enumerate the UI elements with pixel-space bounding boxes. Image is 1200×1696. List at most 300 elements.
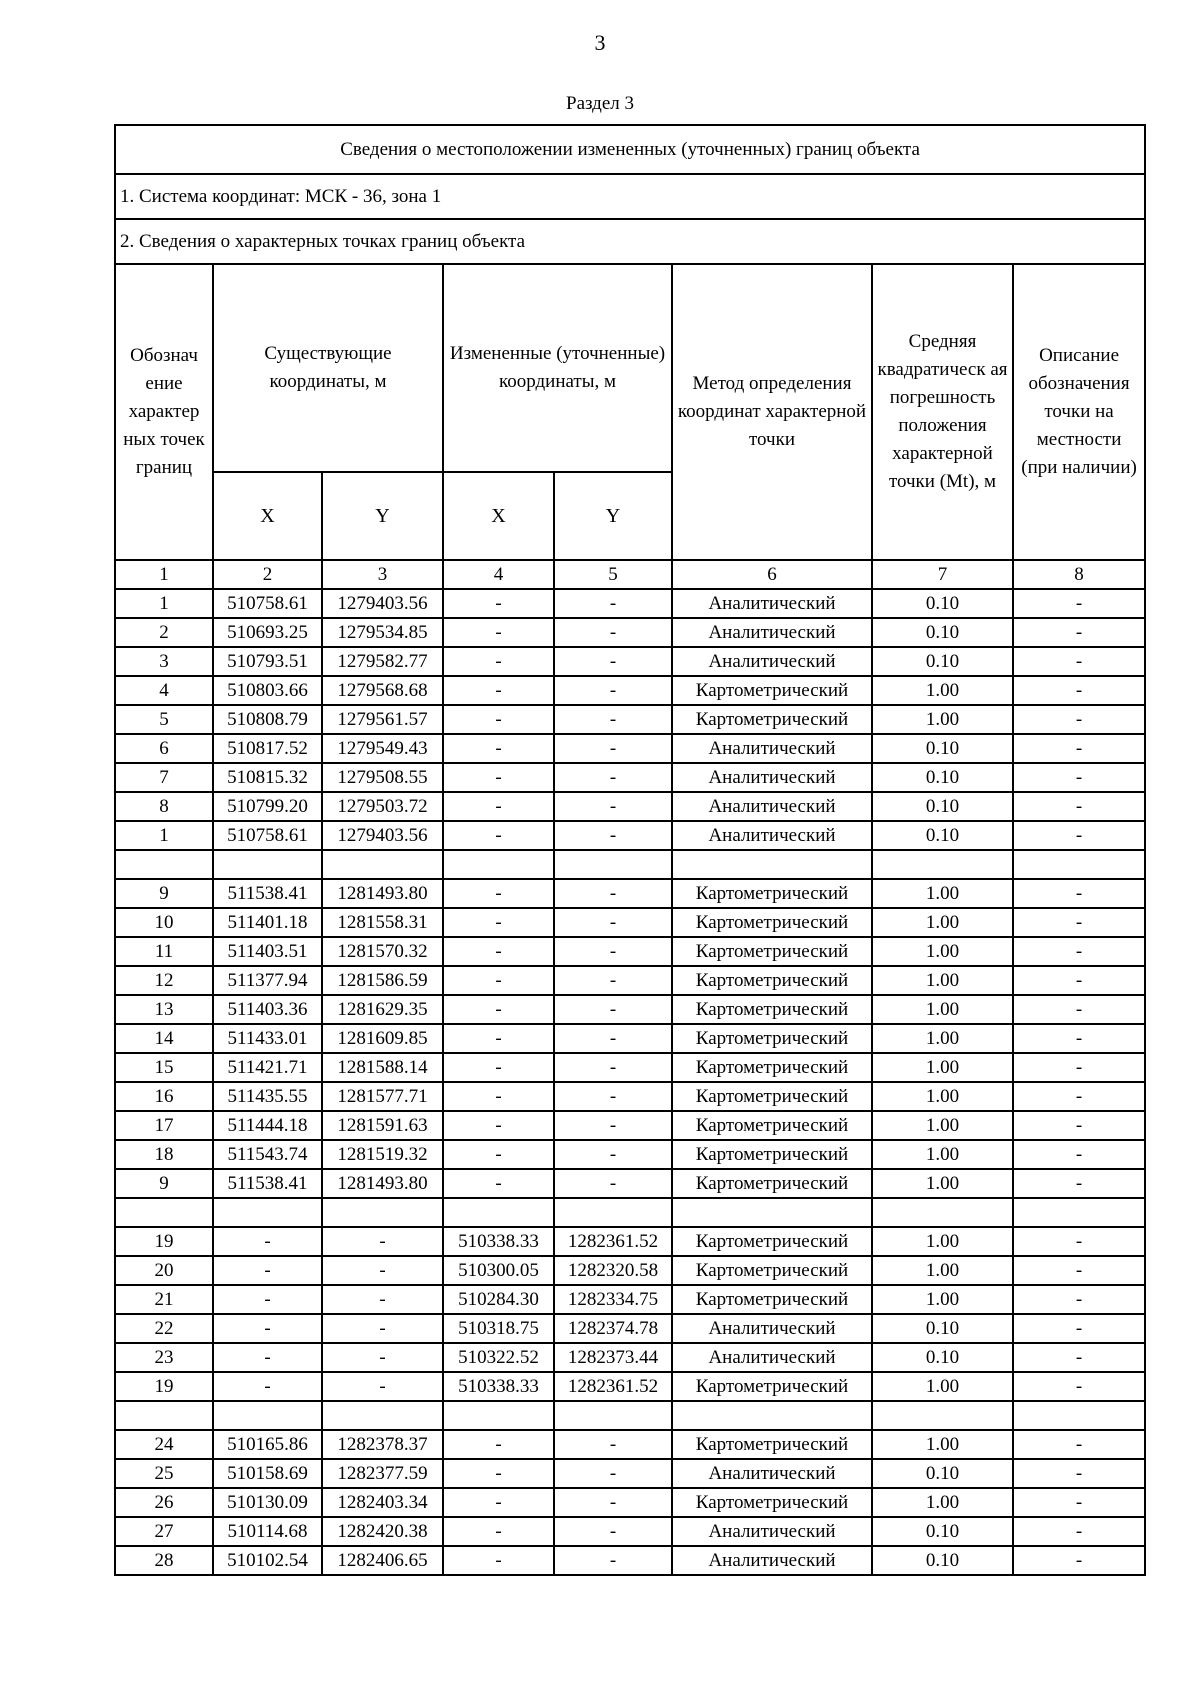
changed-x-cell <box>443 1401 554 1430</box>
changed-x-cell: - <box>443 792 554 821</box>
table-row <box>115 1140 1145 1169</box>
header-existing-y: Y <box>322 472 443 560</box>
changed-y-cell <box>554 1198 672 1227</box>
method-cell <box>672 1401 872 1430</box>
point-description-cell: - <box>1013 1546 1145 1575</box>
mean-square-error-cell: 0.10 <box>872 763 1013 792</box>
method-cell: Аналитический <box>672 1546 872 1575</box>
table-row <box>115 1024 1145 1053</box>
point-description-cell: - <box>1013 1169 1145 1198</box>
changed-y-cell <box>554 1401 672 1430</box>
changed-x-cell: 510318.75 <box>443 1314 554 1343</box>
changed-y-cell: - <box>554 763 672 792</box>
existing-y-cell: 1279403.56 <box>322 821 443 850</box>
point-description-cell: - <box>1013 1053 1145 1082</box>
point-description-cell: - <box>1013 966 1145 995</box>
method-cell: Аналитический <box>672 1343 872 1372</box>
method-cell: Картометрический <box>672 676 872 705</box>
existing-x-cell: 511401.18 <box>213 908 322 937</box>
mean-square-error-cell <box>872 850 1013 879</box>
existing-y-cell <box>322 1401 443 1430</box>
changed-y-cell: 1282361.52 <box>554 1372 672 1401</box>
point-description-cell <box>1013 1401 1145 1430</box>
changed-y-cell: - <box>554 792 672 821</box>
point-number-cell: 9 <box>115 1169 213 1198</box>
existing-y-cell: - <box>322 1314 443 1343</box>
method-cell: Картометрический <box>672 1169 872 1198</box>
table-row <box>115 1517 1145 1546</box>
table-row <box>115 1459 1145 1488</box>
existing-y-cell: 1281519.32 <box>322 1140 443 1169</box>
mean-square-error-cell: 1.00 <box>872 705 1013 734</box>
mean-square-error-cell: 0.10 <box>872 647 1013 676</box>
point-description-cell: - <box>1013 1372 1145 1401</box>
point-description-cell: - <box>1013 908 1145 937</box>
mean-square-error-cell: 0.10 <box>872 618 1013 647</box>
changed-x-cell: - <box>443 589 554 618</box>
existing-x-cell: 510114.68 <box>213 1517 322 1546</box>
points-heading: 2. Сведения о характерных точках границ объекта <box>115 219 1145 264</box>
existing-x-cell: 511403.51 <box>213 937 322 966</box>
point-number-cell: 12 <box>115 966 213 995</box>
point-description-cell: - <box>1013 879 1145 908</box>
existing-y-cell: 1279549.43 <box>322 734 443 763</box>
changed-x-cell: - <box>443 821 554 850</box>
column-number: 5 <box>554 560 672 589</box>
point-description-cell: - <box>1013 1082 1145 1111</box>
mean-square-error-cell: 0.10 <box>872 792 1013 821</box>
boundary-points-table <box>114 124 1146 1576</box>
separator-row <box>115 1198 1145 1227</box>
section-title: Раздел 3 <box>566 93 634 114</box>
changed-y-cell: - <box>554 1053 672 1082</box>
existing-x-cell: 510758.61 <box>213 821 322 850</box>
table-row <box>115 908 1145 937</box>
existing-x-cell: 510815.32 <box>213 763 322 792</box>
changed-x-cell: - <box>443 1169 554 1198</box>
header-changed-coordinates: Измененные (уточненные) координаты, м <box>443 264 672 472</box>
point-description-cell: - <box>1013 734 1145 763</box>
existing-y-cell: 1279403.56 <box>322 589 443 618</box>
method-cell: Картометрический <box>672 1024 872 1053</box>
existing-x-cell: 510130.09 <box>213 1488 322 1517</box>
column-number: 1 <box>115 560 213 589</box>
mean-square-error-cell: 1.00 <box>872 937 1013 966</box>
point-number-cell: 18 <box>115 1140 213 1169</box>
column-number-row <box>115 560 1145 589</box>
changed-x-cell: - <box>443 676 554 705</box>
table-row <box>115 1082 1145 1111</box>
point-number-cell <box>115 1401 213 1430</box>
method-cell: Аналитический <box>672 821 872 850</box>
point-description-cell: - <box>1013 676 1145 705</box>
changed-y-cell: - <box>554 966 672 995</box>
existing-x-cell: 510793.51 <box>213 647 322 676</box>
point-description-cell: - <box>1013 1111 1145 1140</box>
mean-square-error-cell <box>872 1198 1013 1227</box>
existing-y-cell: - <box>322 1372 443 1401</box>
mean-square-error-cell: 0.10 <box>872 1343 1013 1372</box>
point-description-cell: - <box>1013 647 1145 676</box>
method-cell <box>672 850 872 879</box>
table-row <box>115 618 1145 647</box>
existing-x-cell: 510803.66 <box>213 676 322 705</box>
changed-x-cell: - <box>443 1459 554 1488</box>
point-description-cell: - <box>1013 821 1145 850</box>
changed-x-cell: - <box>443 1430 554 1459</box>
header-method: Метод определения координат характерной точки <box>672 264 872 560</box>
mean-square-error-cell: 0.10 <box>872 1517 1013 1546</box>
method-cell: Аналитический <box>672 1517 872 1546</box>
coordinate-system: 1. Система координат: МСК - 36, зона 1 <box>115 174 1145 219</box>
mean-square-error-cell: 0.10 <box>872 734 1013 763</box>
changed-x-cell: - <box>443 908 554 937</box>
mean-square-error-cell: 0.10 <box>872 1546 1013 1575</box>
mean-square-error-cell <box>872 1401 1013 1430</box>
method-cell <box>672 1198 872 1227</box>
changed-y-cell: - <box>554 1488 672 1517</box>
mean-square-error-cell: 1.00 <box>872 1430 1013 1459</box>
header-existing-x: X <box>213 472 322 560</box>
point-number-cell: 19 <box>115 1227 213 1256</box>
page-number: 3 <box>594 30 606 55</box>
point-number-cell: 8 <box>115 792 213 821</box>
method-cell: Картометрический <box>672 1372 872 1401</box>
existing-y-cell: 1282403.34 <box>322 1488 443 1517</box>
changed-x-cell: - <box>443 734 554 763</box>
changed-x-cell: - <box>443 647 554 676</box>
table-row <box>115 995 1145 1024</box>
existing-x-cell: 511377.94 <box>213 966 322 995</box>
point-number-cell: 1 <box>115 589 213 618</box>
boundary-points-sheet <box>114 124 1144 1576</box>
mean-square-error-cell: 1.00 <box>872 1285 1013 1314</box>
changed-x-cell: - <box>443 937 554 966</box>
changed-y-cell: - <box>554 908 672 937</box>
method-cell: Картометрический <box>672 937 872 966</box>
column-number: 6 <box>672 560 872 589</box>
point-number-cell: 2 <box>115 618 213 647</box>
table-row <box>115 792 1145 821</box>
mean-square-error-cell: 1.00 <box>872 1372 1013 1401</box>
table-row <box>115 1169 1145 1198</box>
header-existing-coordinates: Существующие координаты, м <box>213 264 443 472</box>
existing-y-cell: 1279508.55 <box>322 763 443 792</box>
changed-y-cell: - <box>554 1140 672 1169</box>
mean-square-error-cell: 1.00 <box>872 1227 1013 1256</box>
changed-x-cell: - <box>443 995 554 1024</box>
changed-y-cell <box>554 850 672 879</box>
table-row <box>115 821 1145 850</box>
existing-x-cell: 510158.69 <box>213 1459 322 1488</box>
mean-square-error-cell: 1.00 <box>872 1111 1013 1140</box>
changed-x-cell: 510300.05 <box>443 1256 554 1285</box>
changed-x-cell: - <box>443 1082 554 1111</box>
point-number-cell: 1 <box>115 821 213 850</box>
point-number-cell: 27 <box>115 1517 213 1546</box>
method-cell: Аналитический <box>672 1459 872 1488</box>
changed-y-cell: 1282334.75 <box>554 1285 672 1314</box>
point-number-cell: 28 <box>115 1546 213 1575</box>
existing-y-cell: 1279561.57 <box>322 705 443 734</box>
existing-x-cell: - <box>213 1372 322 1401</box>
existing-y-cell: 1279582.77 <box>322 647 443 676</box>
existing-x-cell <box>213 1198 322 1227</box>
mean-square-error-cell: 0.10 <box>872 589 1013 618</box>
mean-square-error-cell: 1.00 <box>872 966 1013 995</box>
mean-square-error-cell: 1.00 <box>872 995 1013 1024</box>
column-number: 8 <box>1013 560 1145 589</box>
table-row <box>115 1488 1145 1517</box>
table-row <box>115 763 1145 792</box>
table-row <box>115 1111 1145 1140</box>
mean-square-error-cell: 1.00 <box>872 1488 1013 1517</box>
existing-x-cell: 510808.79 <box>213 705 322 734</box>
existing-x-cell <box>213 850 322 879</box>
method-cell: Картометрический <box>672 1082 872 1111</box>
mean-square-error-cell: 0.10 <box>872 821 1013 850</box>
changed-x-cell: - <box>443 1546 554 1575</box>
method-cell: Картометрический <box>672 1227 872 1256</box>
point-description-cell: - <box>1013 1285 1145 1314</box>
point-number-cell: 4 <box>115 676 213 705</box>
changed-y-cell: - <box>554 1111 672 1140</box>
method-cell: Аналитический <box>672 618 872 647</box>
existing-x-cell: 510799.20 <box>213 792 322 821</box>
point-number-cell: 13 <box>115 995 213 1024</box>
method-cell: Картометрический <box>672 1430 872 1459</box>
table-row <box>115 589 1145 618</box>
existing-y-cell: 1281591.63 <box>322 1111 443 1140</box>
point-number-cell: 16 <box>115 1082 213 1111</box>
table-row <box>115 879 1145 908</box>
header-designation: Обознач ение характер ных точек границ <box>115 264 213 560</box>
point-number-cell: 14 <box>115 1024 213 1053</box>
point-description-cell: - <box>1013 705 1145 734</box>
changed-x-cell: - <box>443 705 554 734</box>
method-cell: Аналитический <box>672 734 872 763</box>
existing-x-cell: - <box>213 1227 322 1256</box>
changed-y-cell: - <box>554 937 672 966</box>
changed-y-cell: - <box>554 647 672 676</box>
existing-x-cell: 511538.41 <box>213 1169 322 1198</box>
table-row <box>115 734 1145 763</box>
point-description-cell: - <box>1013 995 1145 1024</box>
point-number-cell: 24 <box>115 1430 213 1459</box>
mean-square-error-cell: 1.00 <box>872 1140 1013 1169</box>
mean-square-error-cell: 1.00 <box>872 908 1013 937</box>
changed-x-cell: - <box>443 966 554 995</box>
point-description-cell: - <box>1013 1314 1145 1343</box>
method-cell: Аналитический <box>672 763 872 792</box>
method-cell: Аналитический <box>672 647 872 676</box>
point-number-cell: 5 <box>115 705 213 734</box>
point-description-cell: - <box>1013 937 1145 966</box>
method-cell: Картометрический <box>672 879 872 908</box>
existing-x-cell: - <box>213 1343 322 1372</box>
existing-x-cell: 511433.01 <box>213 1024 322 1053</box>
header-changed-x: X <box>443 472 554 560</box>
existing-x-cell: 511538.41 <box>213 879 322 908</box>
existing-y-cell: 1279568.68 <box>322 676 443 705</box>
separator-row <box>115 1401 1145 1430</box>
method-cell: Картометрический <box>672 1140 872 1169</box>
method-cell: Аналитический <box>672 1314 872 1343</box>
point-number-cell: 6 <box>115 734 213 763</box>
existing-y-cell: - <box>322 1343 443 1372</box>
point-description-cell: - <box>1013 792 1145 821</box>
changed-x-cell: 510338.33 <box>443 1227 554 1256</box>
existing-y-cell: - <box>322 1256 443 1285</box>
method-cell: Картометрический <box>672 995 872 1024</box>
changed-x-cell: - <box>443 1053 554 1082</box>
changed-x-cell: - <box>443 1024 554 1053</box>
mean-square-error-cell: 1.00 <box>872 1256 1013 1285</box>
point-description-cell: - <box>1013 1227 1145 1256</box>
method-cell: Картометрический <box>672 1256 872 1285</box>
table-row <box>115 1546 1145 1575</box>
point-description-cell: - <box>1013 1459 1145 1488</box>
existing-x-cell: 511421.71 <box>213 1053 322 1082</box>
point-description-cell: - <box>1013 1517 1145 1546</box>
method-cell: Картометрический <box>672 1053 872 1082</box>
mean-square-error-cell: 0.10 <box>872 1314 1013 1343</box>
existing-y-cell: 1281493.80 <box>322 879 443 908</box>
table-row <box>115 676 1145 705</box>
changed-x-cell: - <box>443 763 554 792</box>
point-description-cell <box>1013 850 1145 879</box>
column-number: 4 <box>443 560 554 589</box>
changed-y-cell: - <box>554 618 672 647</box>
changed-y-cell: - <box>554 1082 672 1111</box>
table-row <box>115 705 1145 734</box>
mean-square-error-cell: 1.00 <box>872 676 1013 705</box>
table-row <box>115 1343 1145 1372</box>
method-cell: Аналитический <box>672 792 872 821</box>
changed-y-cell: - <box>554 1430 672 1459</box>
changed-x-cell: - <box>443 1517 554 1546</box>
existing-y-cell: 1279503.72 <box>322 792 443 821</box>
table-title: Сведения о местоположении измененных (уточненных) границ объекта <box>115 125 1145 174</box>
table-row <box>115 1227 1145 1256</box>
existing-y-cell: 1281558.31 <box>322 908 443 937</box>
changed-y-cell: - <box>554 589 672 618</box>
existing-y-cell: 1281570.32 <box>322 937 443 966</box>
existing-x-cell <box>213 1401 322 1430</box>
method-cell: Картометрический <box>672 1111 872 1140</box>
table-row <box>115 966 1145 995</box>
changed-y-cell: - <box>554 1546 672 1575</box>
mean-square-error-cell: 0.10 <box>872 1459 1013 1488</box>
changed-y-cell: 1282361.52 <box>554 1227 672 1256</box>
method-cell: Картометрический <box>672 1285 872 1314</box>
point-description-cell: - <box>1013 589 1145 618</box>
point-description-cell: - <box>1013 1024 1145 1053</box>
method-cell: Картометрический <box>672 1488 872 1517</box>
changed-y-cell: - <box>554 821 672 850</box>
header-mean-square-error: Средняя квадратическ ая погрешность положения характерной точки (Mt), м <box>872 264 1013 560</box>
point-number-cell: 7 <box>115 763 213 792</box>
header-changed-y: Y <box>554 472 672 560</box>
changed-x-cell: 510322.52 <box>443 1343 554 1372</box>
existing-y-cell: 1281493.80 <box>322 1169 443 1198</box>
table-row <box>115 1285 1145 1314</box>
table-row <box>115 647 1145 676</box>
existing-y-cell: 1281588.14 <box>322 1053 443 1082</box>
point-description-cell: - <box>1013 1140 1145 1169</box>
changed-y-cell: - <box>554 1169 672 1198</box>
existing-x-cell: 510817.52 <box>213 734 322 763</box>
changed-y-cell: 1282320.58 <box>554 1256 672 1285</box>
point-description-cell: - <box>1013 1256 1145 1285</box>
existing-y-cell: 1279534.85 <box>322 618 443 647</box>
existing-y-cell: 1282378.37 <box>322 1430 443 1459</box>
changed-x-cell: 510338.33 <box>443 1372 554 1401</box>
existing-y-cell <box>322 1198 443 1227</box>
table-row <box>115 1372 1145 1401</box>
changed-x-cell: - <box>443 1488 554 1517</box>
mean-square-error-cell: 1.00 <box>872 1082 1013 1111</box>
point-number-cell <box>115 850 213 879</box>
changed-y-cell: - <box>554 879 672 908</box>
existing-x-cell: 511403.36 <box>213 995 322 1024</box>
point-number-cell: 17 <box>115 1111 213 1140</box>
existing-y-cell: 1281609.85 <box>322 1024 443 1053</box>
separator-row <box>115 850 1145 879</box>
point-number-cell: 22 <box>115 1314 213 1343</box>
changed-x-cell: - <box>443 879 554 908</box>
existing-y-cell: 1282377.59 <box>322 1459 443 1488</box>
table-row <box>115 1256 1145 1285</box>
point-number-cell: 21 <box>115 1285 213 1314</box>
point-description-cell: - <box>1013 763 1145 792</box>
point-number-cell: 20 <box>115 1256 213 1285</box>
mean-square-error-cell: 1.00 <box>872 1024 1013 1053</box>
point-number-cell: 26 <box>115 1488 213 1517</box>
table-row <box>115 1314 1145 1343</box>
changed-x-cell <box>443 850 554 879</box>
header-point-description: Описание обозначения точки на местности (при наличии) <box>1013 264 1145 560</box>
changed-x-cell: - <box>443 618 554 647</box>
point-number-cell: 25 <box>115 1459 213 1488</box>
point-number-cell: 11 <box>115 937 213 966</box>
existing-x-cell: - <box>213 1256 322 1285</box>
point-number-cell: 3 <box>115 647 213 676</box>
mean-square-error-cell: 1.00 <box>872 1053 1013 1082</box>
point-description-cell: - <box>1013 1488 1145 1517</box>
changed-x-cell: - <box>443 1111 554 1140</box>
changed-y-cell: - <box>554 1459 672 1488</box>
method-cell: Аналитический <box>672 589 872 618</box>
column-number: 2 <box>213 560 322 589</box>
point-number-cell: 9 <box>115 879 213 908</box>
existing-x-cell: 511444.18 <box>213 1111 322 1140</box>
changed-y-cell: - <box>554 734 672 763</box>
changed-y-cell: - <box>554 995 672 1024</box>
existing-x-cell: - <box>213 1285 322 1314</box>
table-row <box>115 1430 1145 1459</box>
existing-y-cell: - <box>322 1285 443 1314</box>
point-number-cell: 15 <box>115 1053 213 1082</box>
method-cell: Картометрический <box>672 966 872 995</box>
changed-y-cell: - <box>554 676 672 705</box>
existing-x-cell: - <box>213 1314 322 1343</box>
method-cell: Картометрический <box>672 705 872 734</box>
existing-y-cell: 1281577.71 <box>322 1082 443 1111</box>
existing-y-cell: 1282406.65 <box>322 1546 443 1575</box>
point-description-cell <box>1013 1198 1145 1227</box>
changed-y-cell: 1282374.78 <box>554 1314 672 1343</box>
